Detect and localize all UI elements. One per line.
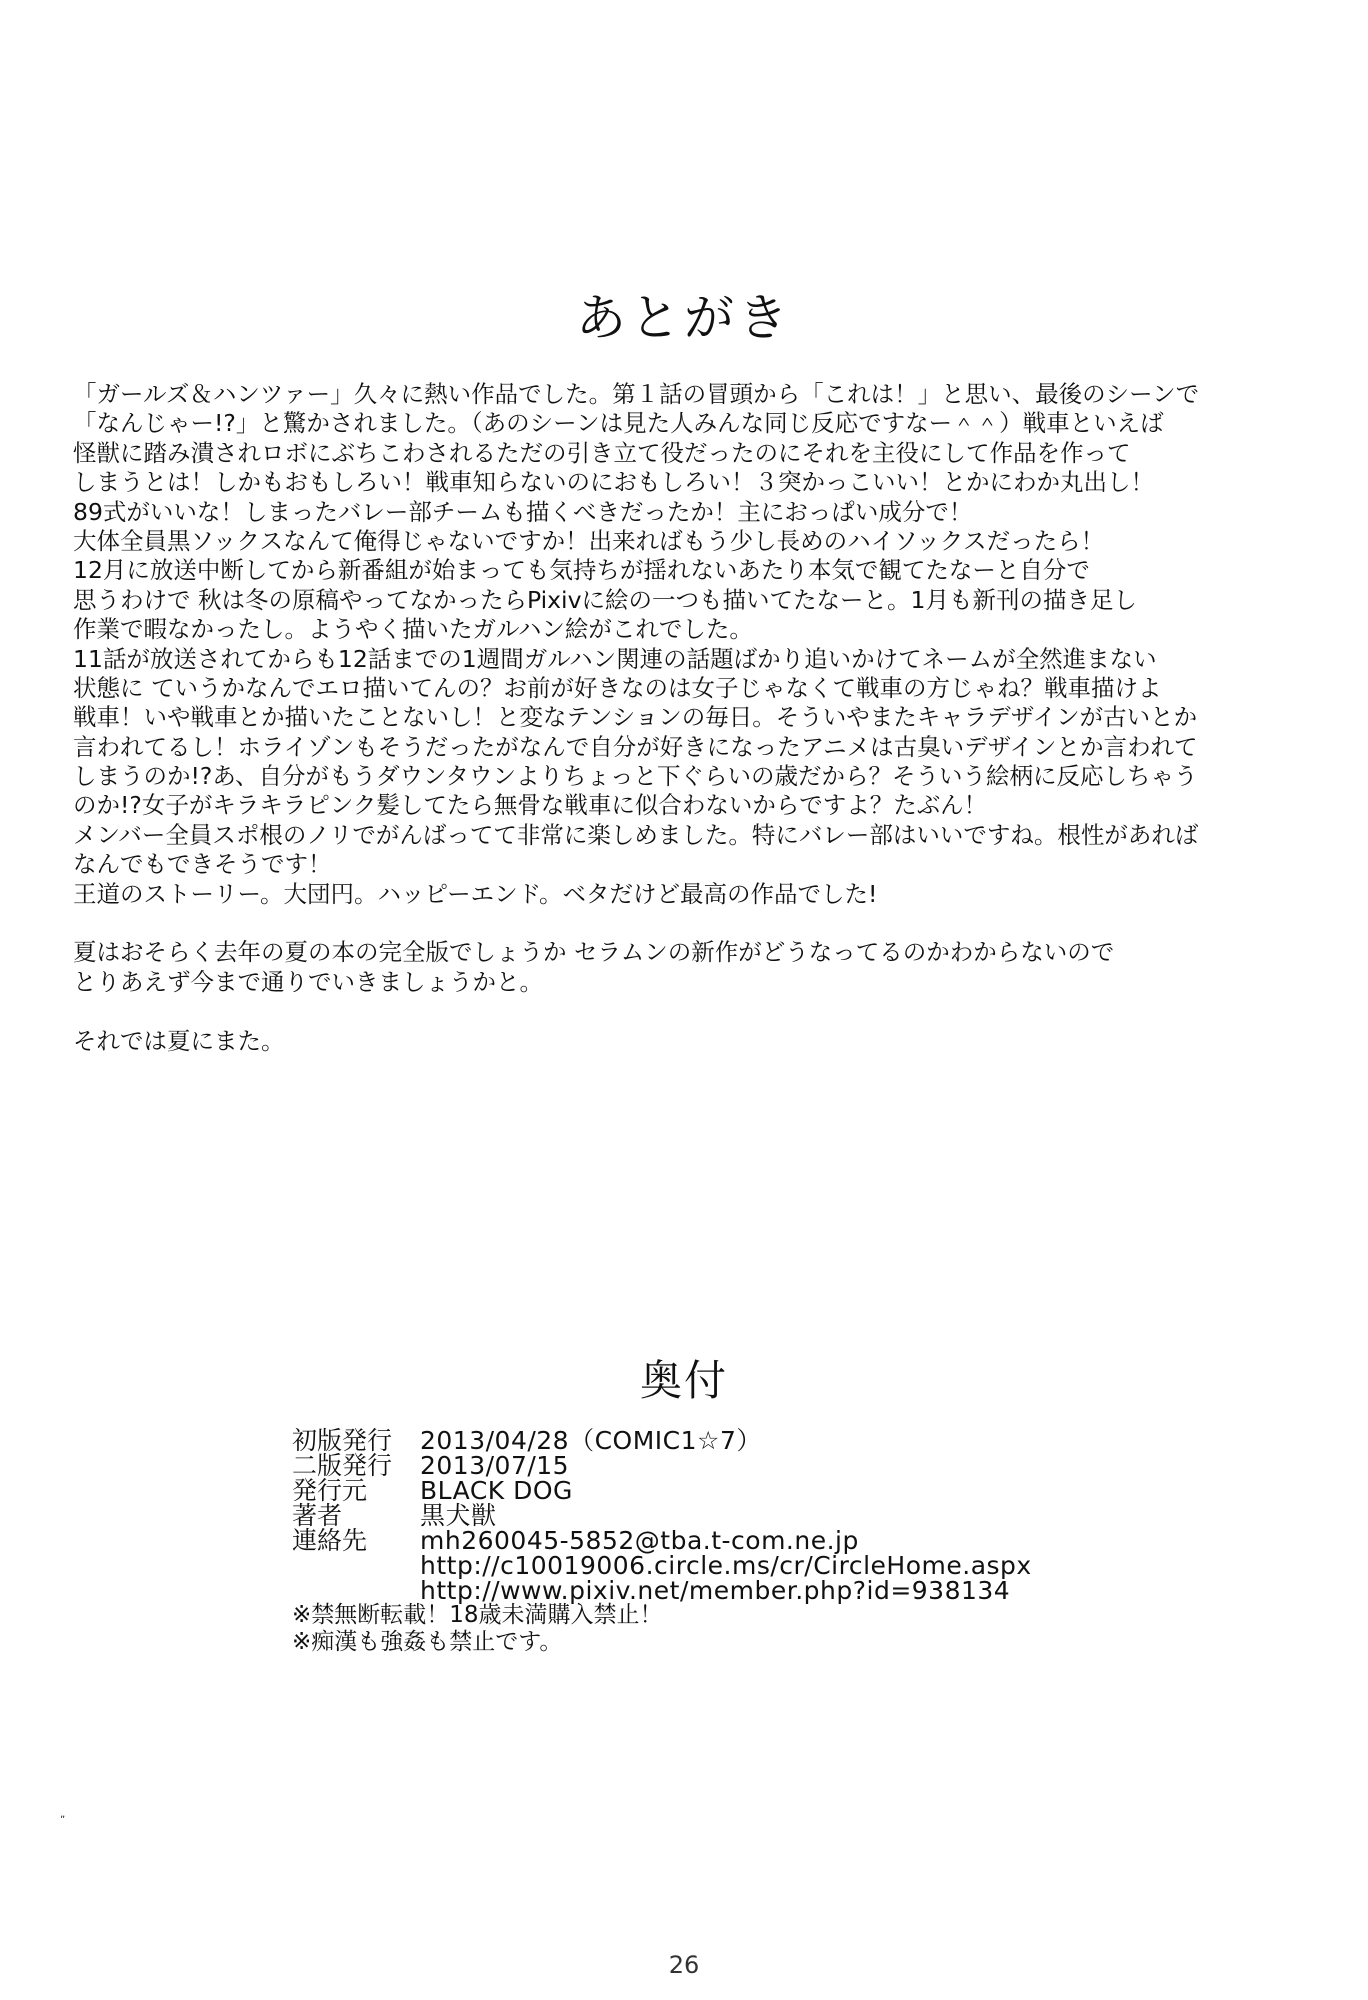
colophon-label: 連絡先 — [292, 1526, 368, 1555]
contact-email: mh260045-5852@tba.t-com.ne.jp — [420, 1526, 859, 1555]
afterword-line: 「なんじゃー!?」と驚かされました。（あのシーンは見た人みんな同じ反応ですなー＾＾）戦車といえば — [73, 409, 1164, 438]
warning-line: ※禁無断転載！18歳未満購入禁止！ — [292, 1602, 663, 1628]
colophon-row-second-edition — [292, 1453, 1032, 1478]
circle-url: http://c10019006.circle.ms/cr/CircleHome.aspx — [420, 1551, 1032, 1580]
scan-speck: „ — [60, 1809, 66, 1820]
afterword-body — [73, 380, 1313, 1056]
colophon-row-contact — [292, 1528, 1032, 1553]
colophon-label: 初版発行 — [292, 1426, 393, 1455]
colophon-value: 黒犬獣 — [420, 1501, 497, 1530]
afterword-line: 作業で暇なかったし。ようやく描いたガルハン絵がこれでした。 — [73, 615, 753, 644]
colophon-row-contact-url-2 — [292, 1578, 1032, 1603]
colophon-label: 二版発行 — [292, 1451, 393, 1480]
pixiv-url: http://www.pixiv.net/member.php?id=938134 — [420, 1576, 1011, 1605]
colophon-label — [292, 1553, 420, 1578]
paragraph-gap — [73, 997, 1313, 1026]
colophon-row-first-edition — [292, 1428, 1032, 1453]
afterword-line: しまうとは！しかもおもしろい！戦車知らないのにおもしろい！３突かっこいい！とかにわか丸出し！ — [73, 468, 1154, 497]
afterword-line: 「ガールズ＆ハンツァー」久々に熱い作品でした。第１話の冒頭から「これは！」と思い、最後のシーンで — [73, 380, 1200, 408]
afterword-line: メンバー全員スポ根のノリでがんばってて非常に楽しめました。特にバレー部はいいですね。根性があれば — [73, 820, 1199, 849]
afterword-line: 怪獣に踏み潰されロボにぶちこわされるただの引き立て役だったのにそれを主役にして作品を作って — [73, 438, 1131, 467]
colophon-table — [292, 1428, 1032, 1603]
colophon-warnings — [292, 1602, 663, 1656]
afterword-closing-line: それでは夏にまた。 — [73, 1026, 285, 1055]
colophon-row-contact-url-1 — [292, 1553, 1032, 1578]
afterword-line: 11話が放送されてからも12話までの1週間ガルハン関連の話題ばかり追いかけてネームが全然進まない — [73, 644, 1157, 673]
afterword-line: のか!?女子がキラキラピンク髪してたら無骨な戦車に似合わないからですよ？たぶん！ — [73, 791, 988, 820]
afterword-line: 夏はおそらく去年の夏の本の完全版でしょうか セラムンの新作がどうなってるのかわからないので — [73, 938, 1115, 967]
colophon-label: 発行元 — [292, 1476, 368, 1505]
colophon-value: 2013/04/28（COMIC1☆7） — [420, 1426, 762, 1455]
afterword-line: とりあえず今まで通りでいきましょうかと。 — [73, 967, 543, 996]
afterword-line: 王道のストーリー。大団円。ハッピーエンド。ベタだけど最高の作品でした! — [73, 879, 878, 908]
afterword-line: 89式がいいな！しまったバレー部チームも描くべきだったか！主におっぱい成分で！ — [73, 497, 973, 526]
afterword-line: 言われてるし！ホライゾンもそうだったがなんで自分が好きになったアニメは古臭いデザインとか言われて — [73, 732, 1198, 761]
afterword-title: あとがき — [576, 289, 792, 347]
afterword-line: 12月に放送中断してから新番組が始まっても気持ちが揺れないあたり本気で観てたなーと自分で — [73, 556, 1090, 585]
afterword-line: 思うわけで 秋は冬の原稿やってなかったらPixivに絵の一つも描いてたなーと。1月も新刊の描き足し — [73, 585, 1137, 614]
warning-line: ※痴漢も強姦も禁止です。 — [292, 1629, 563, 1655]
colophon-row-publisher — [292, 1478, 1032, 1503]
colophon-title: 奥付 — [639, 1356, 728, 1405]
colophon-label — [292, 1578, 420, 1603]
page-number: 26 — [668, 1951, 700, 1979]
colophon-value: 2013/07/15 — [420, 1451, 570, 1480]
colophon-label: 著者 — [292, 1501, 343, 1530]
colophon-row-author — [292, 1503, 1032, 1528]
colophon-value: BLACK DOG — [420, 1476, 573, 1505]
afterword-line: 大体全員黒ソックスなんて俺得じゃないですか！出来ればもう少し長めのハイソックスだったら！ — [73, 526, 1105, 555]
paragraph-gap — [73, 909, 1313, 938]
afterword-line: 戦車！いや戦車とか描いたことないし！と変なテンションの毎日。そういやまたキャラデザインが古いとか — [73, 703, 1198, 732]
afterword-line: しまうのか!?あ、自分がもうダウンタウンよりちょっと下ぐらいの歳だから？そういう絵柄に反応しちゃう — [73, 762, 1198, 791]
afterword-line: なんでもできそうです！ — [73, 850, 332, 879]
afterword-line: 状態に ていうかなんでエロ描いてんの？お前が好きなのは女子じゃなくて戦車の方じゃね？戦車描けよ — [73, 673, 1162, 702]
